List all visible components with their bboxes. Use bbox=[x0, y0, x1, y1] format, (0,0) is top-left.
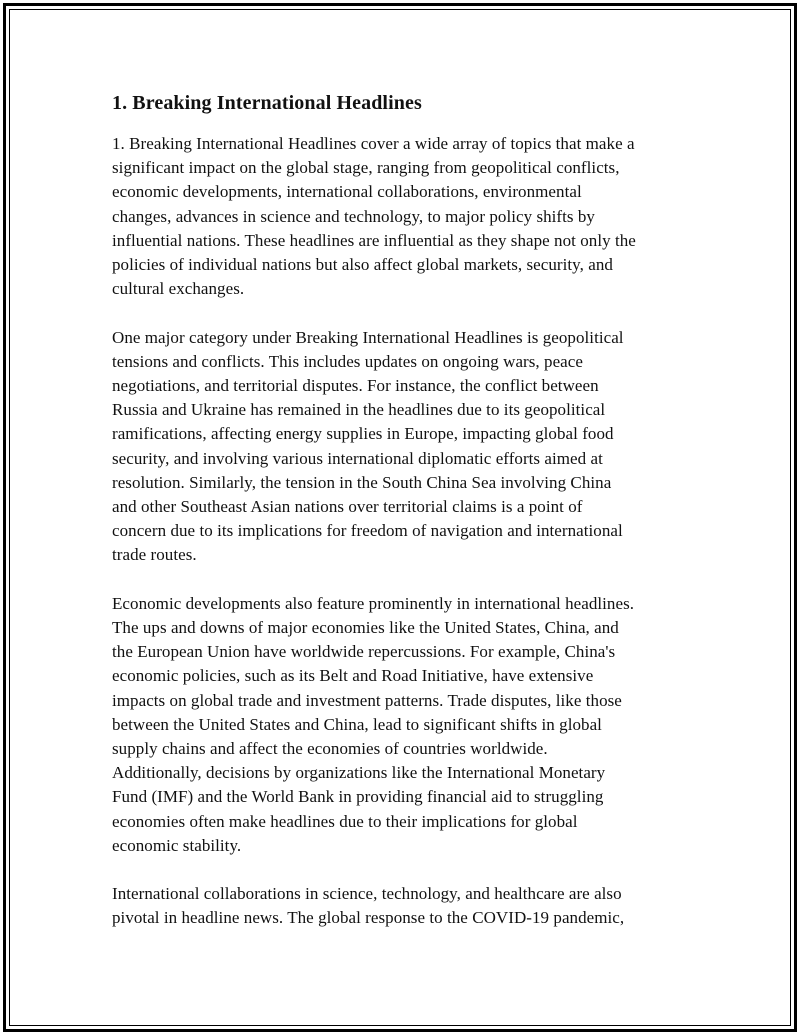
paragraph-line: Russia and Ukraine has remained in the headlines due to its geopolitical bbox=[112, 400, 606, 420]
paragraph-line: influential nations. These headlines are influential as they shape not only the bbox=[112, 230, 636, 250]
paragraph-line: cultural exchanges. bbox=[112, 279, 245, 299]
paragraph-line: One major category under Breaking International Headlines is geopolitical bbox=[112, 327, 624, 347]
paragraph-line: Fund (IMF) and the World Bank in providing financial aid to struggling bbox=[112, 787, 604, 807]
paragraph-line: economic policies, such as its Belt and Road Initiative, have extensive bbox=[112, 666, 594, 686]
paragraph-intro bbox=[112, 132, 678, 301]
paragraph-line: the European Union have worldwide repercussions. For example, China's bbox=[112, 642, 616, 662]
paragraph-line: trade routes. bbox=[112, 545, 197, 565]
paragraph-line: supply chains and affect the economies of countries worldwide. bbox=[112, 739, 548, 759]
paragraph-line: resolution. Similarly, the tension in the South China Sea involving China bbox=[112, 472, 612, 492]
paragraph-line: significant impact on the global stage, ranging from geopolitical conflicts, bbox=[112, 158, 620, 178]
paragraph-line: concern due to its implications for freedom of navigation and international bbox=[112, 521, 623, 541]
paragraph-line: The ups and downs of major economies like the United States, China, and bbox=[112, 618, 619, 638]
paragraph-collaborations bbox=[112, 882, 678, 930]
paragraph-line: and other Southeast Asian nations over territorial claims is a point of bbox=[112, 497, 583, 517]
paragraph-geopolitical bbox=[112, 326, 678, 568]
paragraph-line: policies of individual nations but also affect global markets, security, and bbox=[112, 255, 613, 275]
paragraph-line: ramifications, affecting energy supplies in Europe, impacting global food bbox=[112, 424, 614, 444]
section-heading: 1. Breaking International Headlines bbox=[112, 92, 422, 114]
paragraph-line: pivotal in headline news. The global response to the COVID-19 pandemic, bbox=[112, 908, 625, 928]
paragraph-line: Economic developments also feature prominently in international headlines. bbox=[112, 593, 635, 613]
paragraph-line: International collaborations in science, technology, and healthcare are also bbox=[112, 884, 622, 904]
paragraph-line: tensions and conflicts. This includes updates on ongoing wars, peace bbox=[112, 351, 583, 371]
paragraph-line: security, and involving various international diplomatic efforts aimed at bbox=[112, 448, 603, 468]
paragraph-line: 1. Breaking International Headlines cover a wide array of topics that make a bbox=[112, 134, 635, 153]
paragraph-line: economies often make headlines due to their implications for global bbox=[112, 811, 578, 831]
paragraph-line: between the United States and China, lead to significant shifts in global bbox=[112, 714, 602, 734]
paragraph-economic bbox=[112, 592, 678, 858]
document-body bbox=[112, 90, 678, 955]
paragraph-line: negotiations, and territorial disputes. For instance, the conflict between bbox=[112, 376, 599, 396]
paragraph-line: impacts on global trade and investment patterns. Trade disputes, like those bbox=[112, 690, 622, 710]
paragraph-line: Additionally, decisions by organizations like the International Monetary bbox=[112, 763, 606, 783]
paragraph-line: changes, advances in science and technology, to major policy shifts by bbox=[112, 206, 595, 226]
paragraph-line: economic stability. bbox=[112, 835, 242, 855]
paragraph-line: economic developments, international collaborations, environmental bbox=[112, 182, 582, 202]
